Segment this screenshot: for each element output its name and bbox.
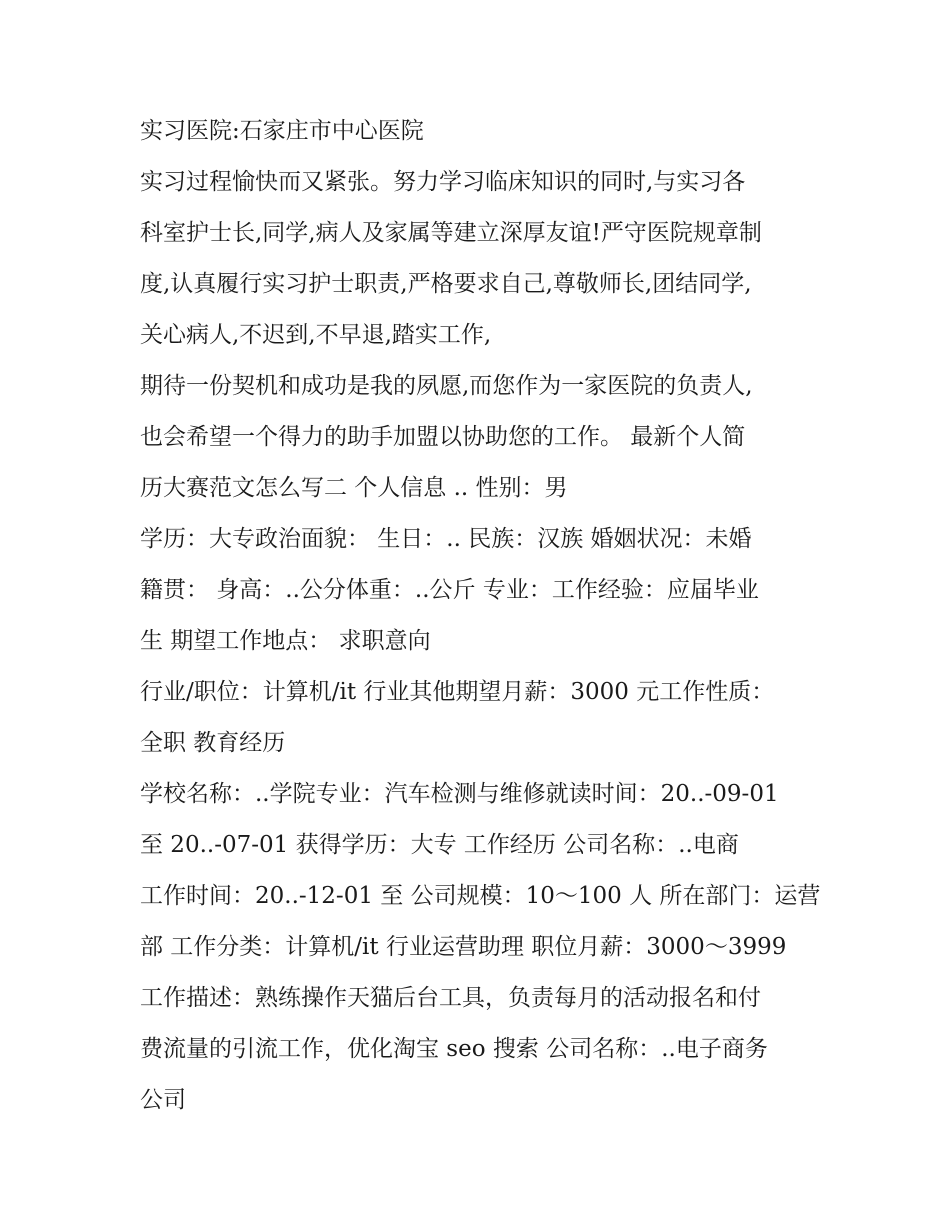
text-line: 生 期望工作地点： 求职意向 [140, 628, 431, 654]
text-line: 科室护士长,同学,病人及家属等建立深厚友谊!严守医院规章制 [140, 220, 762, 246]
text-line: 公司 [140, 1087, 186, 1113]
text-line: 籍贯： 身高：..公分体重：..公斤 专业：工作经验：应届毕业 [140, 577, 759, 603]
document-body [140, 106, 820, 1126]
text-line: 实习过程愉快而又紧张。努力学习临床知识的同时,与实习各 [140, 169, 746, 195]
text-line: 学历：大专政治面貌： 生日：.. 民族：汉族 婚姻状况：未婚 [140, 526, 752, 552]
text-line: 行业/职位：计算机/it 行业其他期望月薪：3000 元工作性质： [140, 679, 775, 705]
text-line: 度,认真履行实习护士职责,严格要求自己,尊敬师长,团结同学, [140, 271, 752, 297]
text-line: 工作时间：20..-12-01 至 公司规模：10～100 人 所在部门：运营 [140, 883, 821, 909]
text-line: 工作描述：熟练操作天猫后台工具，负责每月的活动报名和付 [140, 985, 761, 1011]
text-line: 关心病人,不迟到,不早退,踏实工作, [140, 322, 492, 348]
text-line: 至 20..-07-01 获得学历：大专 工作经历 公司名称：..电商 [140, 832, 739, 858]
text-line: 学校名称：..学院专业：汽车检测与维修就读时间：20..-09-01 [140, 781, 779, 807]
text-line: 期待一份契机和成功是我的夙愿,而您作为一家医院的负责人, [140, 373, 753, 399]
text-line: 全职 教育经历 [140, 730, 286, 756]
text-line: 费流量的引流工作，优化淘宝 seo 搜索 公司名称：..电子商务 [140, 1036, 768, 1062]
text-line: 实习医院:石家庄市中心医院 [140, 118, 424, 144]
text-line: 也会希望一个得力的助手加盟以协助您的工作。 最新个人简 [140, 424, 746, 450]
text-line: 历大赛范文怎么写二 个人信息 .. 性别：男 [140, 475, 568, 501]
text-line: 部 工作分类：计算机/it 行业运营助理 职位月薪：3000～3999 [140, 934, 787, 960]
